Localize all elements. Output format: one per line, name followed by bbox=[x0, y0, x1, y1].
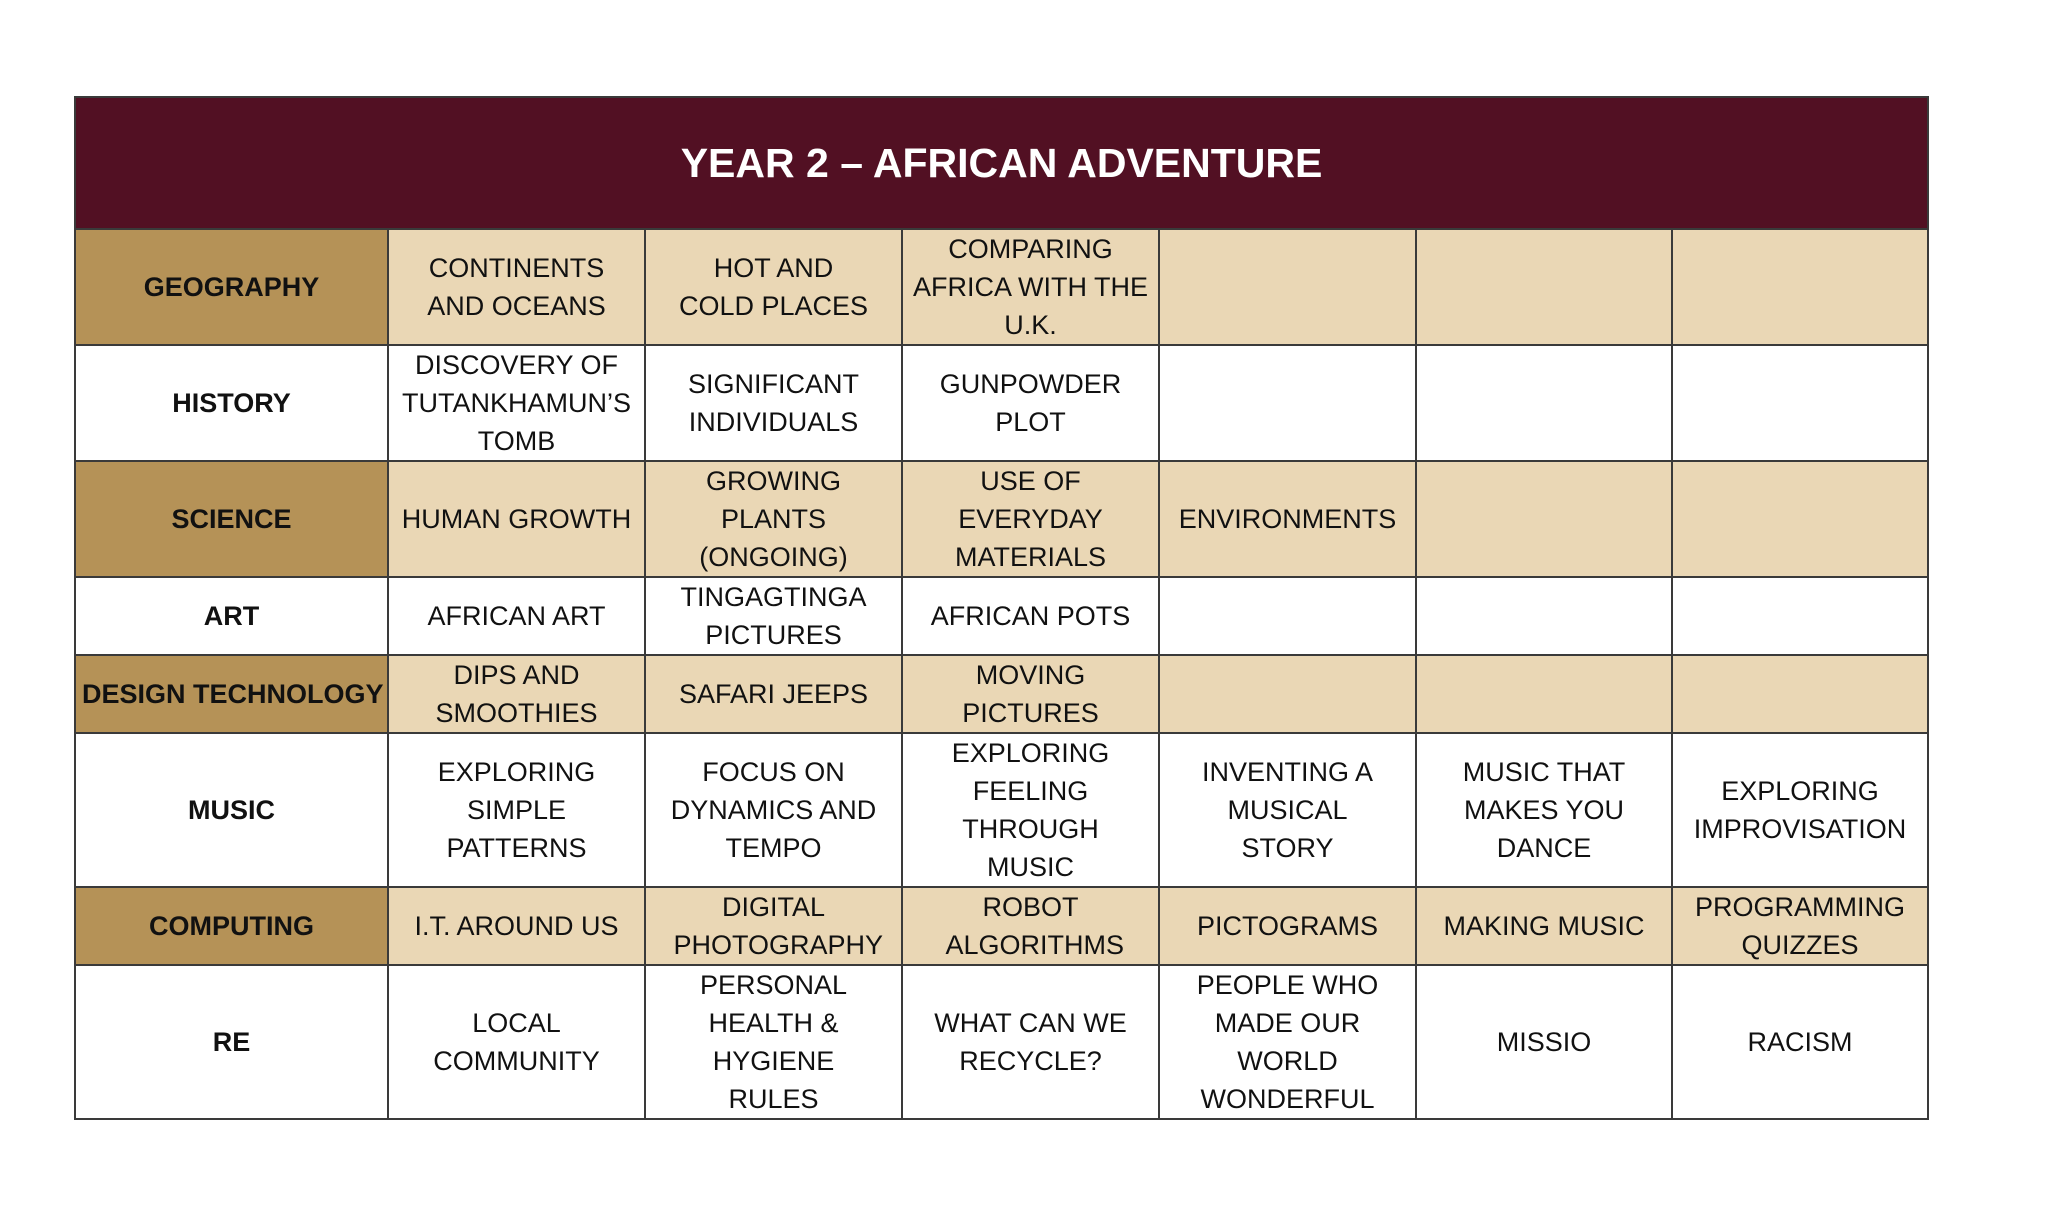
table-cell: USE OF EVERYDAY MATERIALS bbox=[902, 461, 1159, 577]
subject-label: COMPUTING bbox=[75, 887, 388, 965]
table-cell: PICTOGRAMS bbox=[1159, 887, 1416, 965]
table-cell bbox=[1672, 461, 1928, 577]
table-cell: PROGRAMMING QUIZZES bbox=[1672, 887, 1928, 965]
table-cell: AFRICAN POTS bbox=[902, 577, 1159, 655]
subject-label: GEOGRAPHY bbox=[75, 229, 388, 345]
subject-label: SCIENCE bbox=[75, 461, 388, 577]
table-cell: WHAT CAN WE RECYCLE? bbox=[902, 965, 1159, 1119]
table-cell: DIPS AND SMOOTHIES bbox=[388, 655, 645, 733]
table-cell bbox=[1416, 345, 1672, 461]
table-cell bbox=[1416, 655, 1672, 733]
table-cell: MUSIC THAT MAKES YOU DANCE bbox=[1416, 733, 1672, 887]
table-cell: INVENTING A MUSICAL STORY bbox=[1159, 733, 1416, 887]
table-cell: PEOPLE WHO MADE OUR WORLD WONDERFUL bbox=[1159, 965, 1416, 1119]
table-cell: GROWING PLANTS (ONGOING) bbox=[645, 461, 902, 577]
table-cell: SAFARI JEEPS bbox=[645, 655, 902, 733]
table-cell bbox=[1416, 461, 1672, 577]
table-cell: HOT AND COLD PLACES bbox=[645, 229, 902, 345]
table-cell: PERSONAL HEALTH & HYGIENE RULES bbox=[645, 965, 902, 1119]
table-cell: DISCOVERY OF TUTANKHAMUN’S TOMB bbox=[388, 345, 645, 461]
table-cell bbox=[1416, 229, 1672, 345]
table-cell: EXPLORING IMPROVISATION bbox=[1672, 733, 1928, 887]
table-cell: MAKING MUSIC bbox=[1416, 887, 1672, 965]
subject-label: ART bbox=[75, 577, 388, 655]
table-cell bbox=[1416, 577, 1672, 655]
table-cell: RACISM bbox=[1672, 965, 1928, 1119]
table-cell: GUNPOWDER PLOT bbox=[902, 345, 1159, 461]
table-cell: ENVIRONMENTS bbox=[1159, 461, 1416, 577]
table-cell: AFRICAN ART bbox=[388, 577, 645, 655]
table-cell: FOCUS ON DYNAMICS AND TEMPO bbox=[645, 733, 902, 887]
table-cell: HUMAN GROWTH bbox=[388, 461, 645, 577]
table-cell: LOCAL COMMUNITY bbox=[388, 965, 645, 1119]
table-cell: I.T. AROUND US bbox=[388, 887, 645, 965]
table-cell bbox=[1672, 229, 1928, 345]
table-cell: SIGNIFICANT INDIVIDUALS bbox=[645, 345, 902, 461]
table-cell bbox=[1672, 655, 1928, 733]
table-cell bbox=[1159, 655, 1416, 733]
table-row-geography bbox=[75, 229, 1928, 345]
table-row-art bbox=[75, 577, 1928, 655]
table-cell bbox=[1159, 345, 1416, 461]
table-row-computing bbox=[75, 887, 1928, 965]
table-row-music bbox=[75, 733, 1928, 887]
table-row-history bbox=[75, 345, 1928, 461]
subject-label: RE bbox=[75, 965, 388, 1119]
table-cell bbox=[1672, 577, 1928, 655]
table-cell bbox=[1159, 229, 1416, 345]
table-cell bbox=[1159, 577, 1416, 655]
page-title: YEAR 2 – AFRICAN ADVENTURE bbox=[75, 97, 1928, 229]
table-cell: ROBOT ALGORITHMS bbox=[902, 887, 1159, 965]
table-row-design-technology bbox=[75, 655, 1928, 733]
table-cell: COMPARING AFRICA WITH THE U.K. bbox=[902, 229, 1159, 345]
table-cell: EXPLORING SIMPLE PATTERNS bbox=[388, 733, 645, 887]
table-cell: TINGAGTINGA PICTURES bbox=[645, 577, 902, 655]
table-cell: CONTINENTS AND OCEANS bbox=[388, 229, 645, 345]
table-cell: DIGITAL PHOTOGRAPHY bbox=[645, 887, 902, 965]
subject-label: DESIGN TECHNOLOGY bbox=[75, 655, 388, 733]
table-row-science bbox=[75, 461, 1928, 577]
table-cell: MISSIO bbox=[1416, 965, 1672, 1119]
table-cell bbox=[1672, 345, 1928, 461]
subject-label: MUSIC bbox=[75, 733, 388, 887]
table-cell: EXPLORING FEELING THROUGH MUSIC bbox=[902, 733, 1159, 887]
table-row-re bbox=[75, 965, 1928, 1119]
subject-label: HISTORY bbox=[75, 345, 388, 461]
table-cell: MOVING PICTURES bbox=[902, 655, 1159, 733]
curriculum-table bbox=[74, 96, 1929, 1120]
